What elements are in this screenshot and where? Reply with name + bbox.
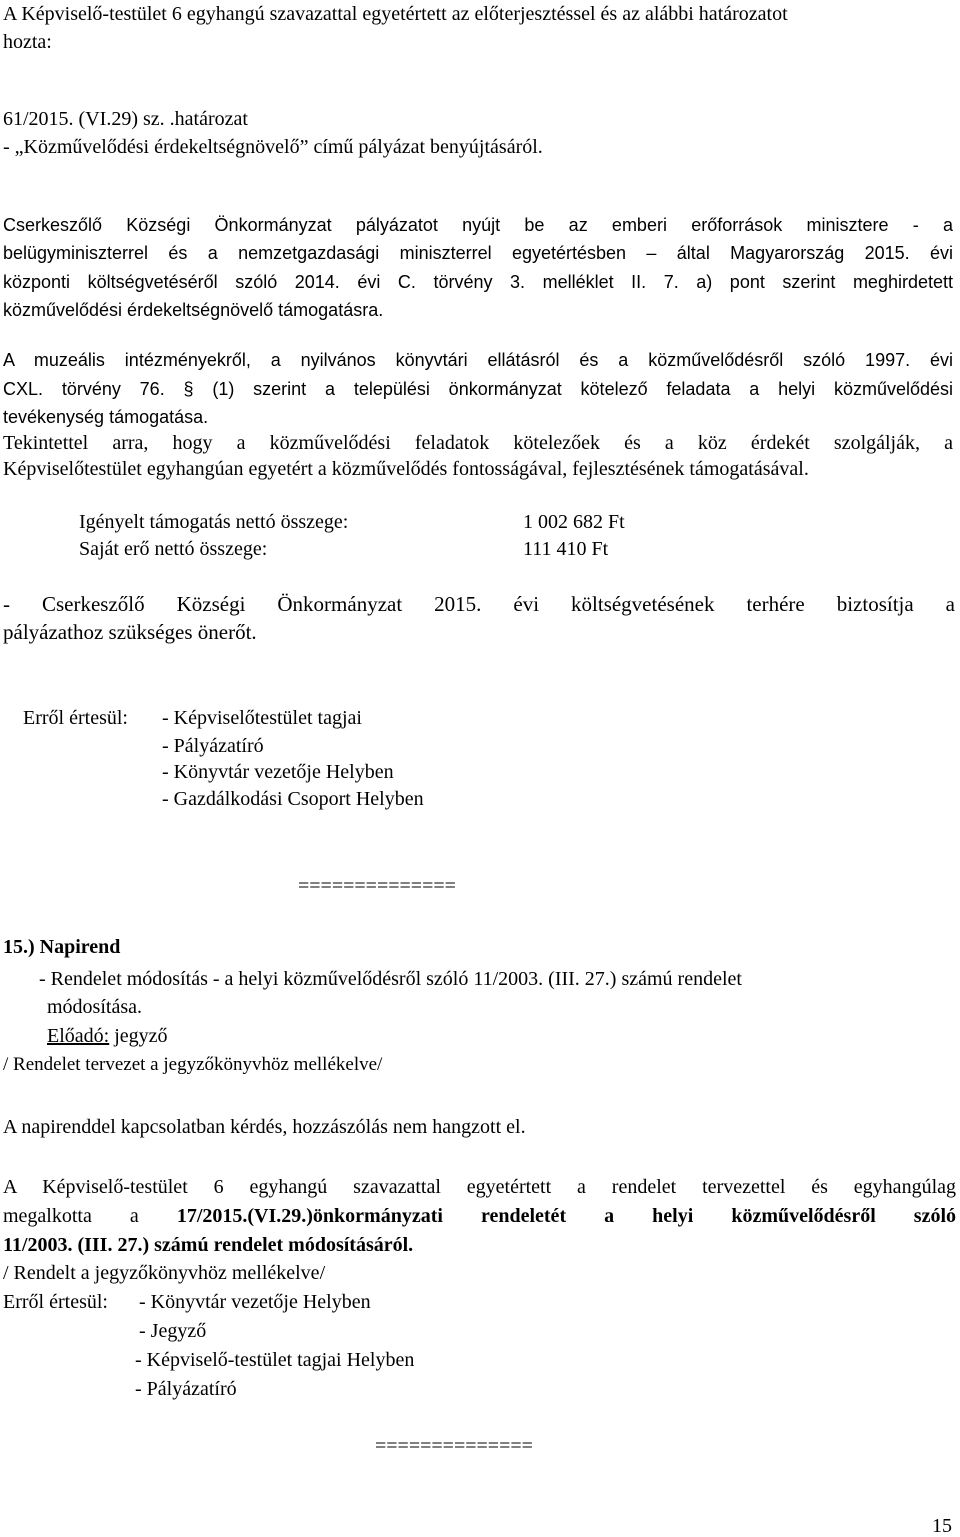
requested-amount-label: Igényelt támogatás nettó összege: — [79, 511, 349, 533]
separator: ============== — [298, 875, 456, 897]
own-contribution-label: Saját erő nettó összege: — [79, 538, 268, 560]
agenda-attachment: / Rendelet tervezet a jegyzőkönyvhöz mellékelve/ — [3, 1054, 383, 1075]
presenter-name: jegyző — [109, 1025, 168, 1047]
notify1-label: Erről értesül: — [23, 707, 128, 729]
decision-line-3: 11/2003. (III. 27.) számú rendelet módosításáról. — [3, 1234, 414, 1256]
para1-line-3: központi költségvetéséről szóló 2014. évi C. törvény 3. melléklet II. 7. a) pont szerint meghirdetett — [3, 272, 953, 292]
agenda-item-line-2: módosítása. — [47, 996, 142, 1018]
resolution-title: - „Közművelődési érdekeltségnövelő” című pályázat benyújtásáról. — [3, 136, 543, 158]
para2-line-1: A muzeális intézményekről, a nyilvános könyvtári ellátásról és a közművelődésről szóló 1997. évi — [3, 350, 953, 370]
notify2-label: Erről értesül: — [3, 1291, 108, 1313]
resolution-number: 61/2015. (VI.29) sz. .határozat — [3, 108, 248, 130]
para1-line-1: Cserkeszőlő Községi Önkormányzat pályázatot nyújt be az emberi erőforrások minisztere - a — [3, 215, 953, 235]
agenda-heading: 15.) Napirend — [3, 936, 121, 958]
para1-line-2: belügyminiszterrel és a nemzetgazdasági miniszterrel egyetértésben – által Magyarország 2015. évi — [3, 243, 953, 263]
notify2-item: - Jegyző — [139, 1320, 207, 1342]
notify2-item: - Képviselő-testület tagjai Helyben — [135, 1349, 415, 1371]
para4-line-1: - Cserkeszőlő Községi Önkormányzat 2015. évi költségvetésének terhére biztosítja a — [3, 592, 955, 616]
notify1-item: - Pályázatíró — [162, 735, 264, 757]
para2-line-3: tevékenység támogatása. — [3, 407, 209, 427]
para1-line-4: közművelődési érdekeltségnövelő támogatásra. — [3, 300, 384, 320]
decision-line-2-plain: megalkotta a — [3, 1205, 177, 1227]
decision-regulation-number: 17/2015.(VI.29.)önkormányzati rendeletét a helyi közművelődésről szóló — [176, 1205, 957, 1227]
agenda-presenter — [47, 1026, 168, 1046]
notify1-item: - Képviselőtestület tagjai — [162, 707, 362, 729]
notify2-item: - Pályázatíró — [135, 1378, 237, 1400]
para3-line-2: Képviselőtestület egyhangúan egyetért a közművelődés fontosságával, fejlesztésének támogatásával. — [3, 458, 809, 480]
presenter-label: Előadó: — [47, 1025, 110, 1047]
page-number: 15 — [932, 1515, 952, 1537]
decision-line-1: A Képviselő-testület 6 egyhangú szavazattal egyetértett a rendelet tervezettel és egyhangúlag — [3, 1176, 956, 1198]
intro-line-2: hozta: — [3, 31, 52, 53]
notify1-item: - Könyvtár vezetője Helyben — [162, 761, 394, 783]
agenda-no-questions: A napirenddel kapcsolatban kérdés, hozzászólás nem hangzott el. — [3, 1116, 526, 1138]
para3-line-1: Tekintettel arra, hogy a közművelődési feladatok kötelezőek és a köz érdekét szolgálják, a — [3, 432, 953, 454]
agenda-item-line-1: - Rendelet módosítás - a helyi közművelődésről szóló 11/2003. (III. 27.) számú rendelet — [39, 968, 742, 990]
requested-amount-value: 1 002 682 Ft — [523, 511, 625, 533]
intro-line-1: A Képviselő-testület 6 egyhangú szavazattal egyetértett az előterjesztéssel és az alábbi határozatot — [3, 3, 788, 25]
decision-attachment: / Rendelt a jegyzőkönyvhöz mellékelve/ — [3, 1262, 326, 1284]
para4-line-2: pályázathoz szükséges önerőt. — [3, 620, 257, 644]
decision-line-2 — [3, 1206, 956, 1226]
separator: ============== — [375, 1435, 533, 1457]
own-contribution-value: 111 410 Ft — [523, 538, 609, 560]
para2-line-2: CXL. törvény 76. § (1) szerint a települési önkormányzat kötelező feladata a helyi közművelődési — [3, 379, 953, 399]
notify1-item: - Gazdálkodási Csoport Helyben — [162, 788, 424, 810]
notify2-item: - Könyvtár vezetője Helyben — [139, 1291, 371, 1313]
